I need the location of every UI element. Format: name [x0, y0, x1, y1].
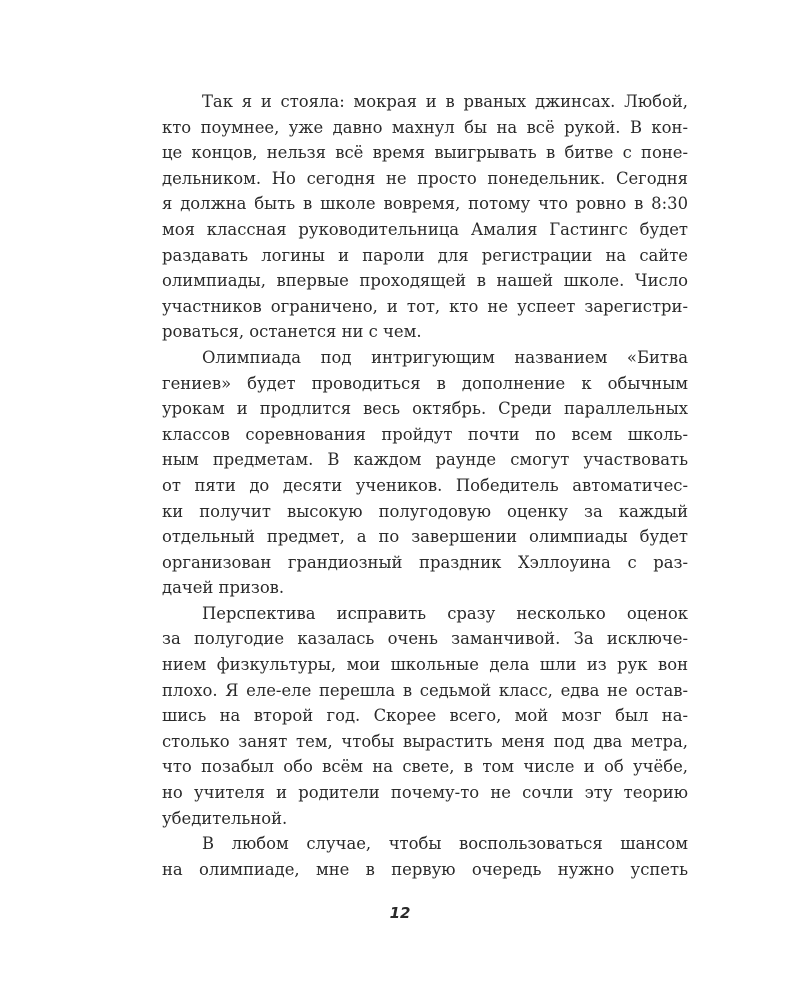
text-line: участников ограничено, и тот, кто не успеет зарегистри-	[162, 296, 688, 316]
text-line: я должна быть в школе вовремя, потому что ровно в 8:30	[162, 194, 688, 214]
text-line: кто поумнее, уже давно махнул бы на всё рукой. В кон-	[162, 117, 688, 137]
text-line: классов соревнования пройдут почти по всем школь-	[162, 424, 688, 444]
text-line: что позабыл обо всём на свете, в том числе и об учёбе,	[162, 757, 688, 777]
text-line: организован грандиозный праздник Хэллоуина с раз-	[162, 552, 688, 572]
text-line: роваться, останется ни с чем.	[162, 322, 422, 342]
text-line: дельником. Но сегодня не просто понедельник. Сегодня	[162, 168, 688, 188]
text-line: раздавать логины и пароли для регистрации на сайте	[162, 245, 688, 265]
text-line: убедительной.	[162, 808, 288, 828]
text-line: от пяти до десяти учеников. Победитель автоматичес-	[162, 475, 688, 495]
text-line: столько занят тем, чтобы вырастить меня под два метра,	[162, 731, 688, 751]
text-line: Олимпиада под интригующим названием «Битва	[202, 347, 688, 367]
text-line: моя классная руководительница Амалия Гастингс будет	[162, 219, 688, 239]
text-line: В любом случае, чтобы воспользоваться шансом	[202, 834, 688, 854]
text-line: гениев» будет проводиться в дополнение к обычным	[162, 373, 688, 393]
text-line: це концов, нельзя всё время выигрывать в битве с поне-	[162, 143, 688, 163]
text-line: олимпиады, впервые проходящей в нашей школе. Число	[162, 271, 688, 291]
text-line: нием физкультуры, мои школьные дела шли из рук вон	[162, 655, 688, 675]
text-line: плохо. Я еле-еле перешла в седьмой класс, едва не остав-	[162, 680, 688, 700]
text-line: на олимпиаде, мне в первую очередь нужно успеть	[162, 859, 688, 879]
text-line: шись на второй год. Скорее всего, мой мозг был на-	[162, 706, 688, 726]
text-line: дачей призов.	[162, 578, 285, 598]
body-text	[162, 89, 688, 882]
text-line: урокам и продлится весь октябрь. Среди параллельных	[162, 399, 688, 419]
text-line: но учителя и родители почему-то не сочли эту теорию	[162, 783, 688, 803]
text-line: отдельный предмет, а по завершении олимпиады будет	[162, 527, 688, 547]
text-line: Перспектива исправить сразу несколько оценок	[202, 603, 688, 623]
page-number: 12	[389, 904, 411, 922]
text-line: ки получит высокую полугодовую оценку за каждый	[162, 501, 688, 521]
text-line: Так я и стояла: мокрая и в рваных джинсах. Любой,	[202, 92, 688, 111]
text-line: ным предметам. В каждом раунде смогут участвовать	[162, 450, 688, 470]
text-line: за полугодие казалась очень заманчивой. За исключе-	[162, 629, 688, 649]
